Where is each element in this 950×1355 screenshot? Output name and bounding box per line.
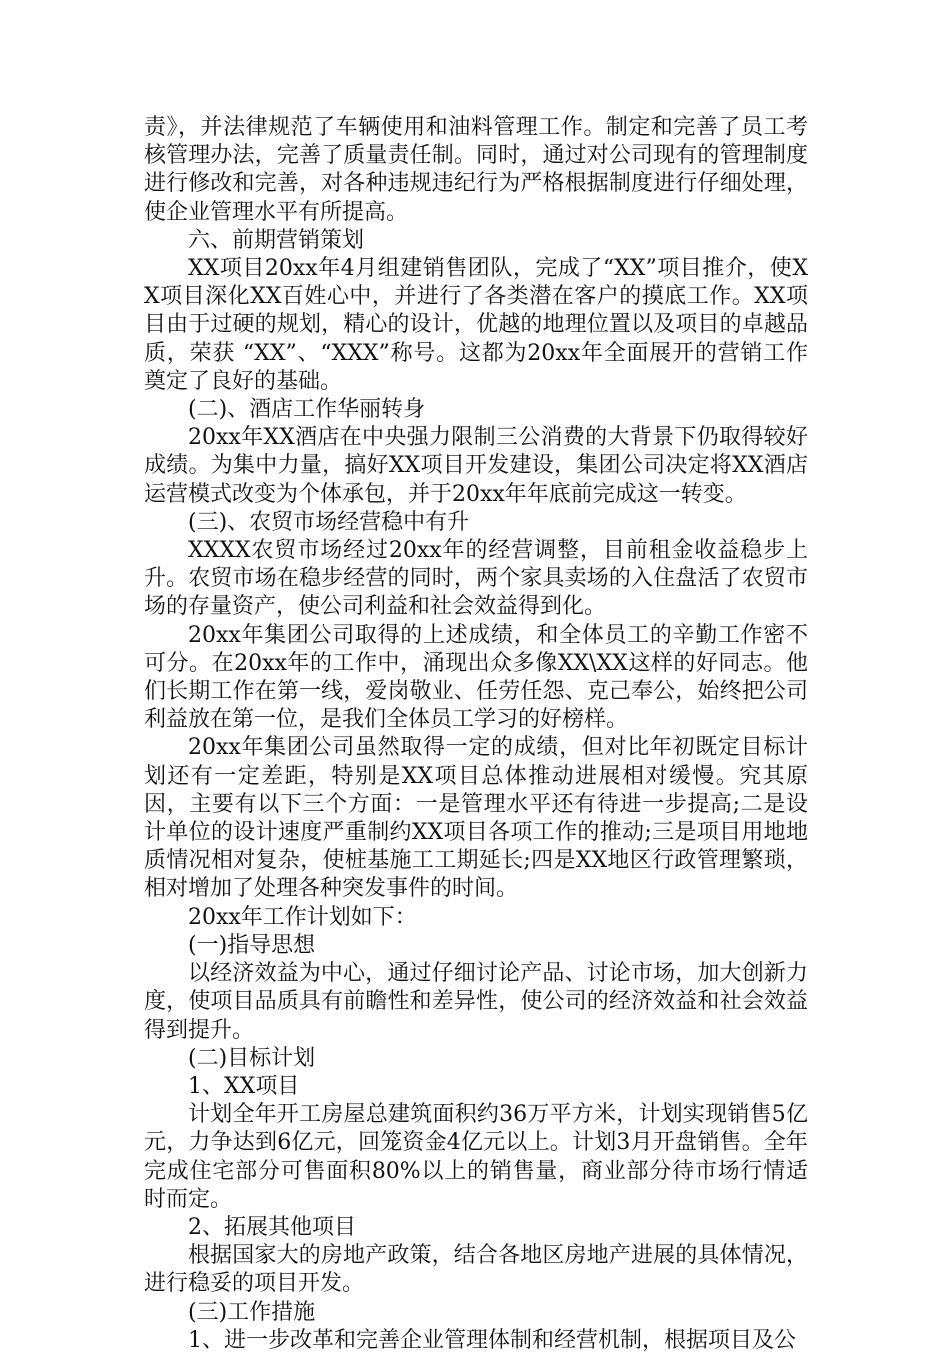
- heading-hotel: (二)、酒店工作华丽转身: [188, 397, 426, 423]
- paragraph-staff: 20xx年集团公司取得的上述成绩，和全体员工的辛勤工作密不可分。在20xx年的工作中，涌现出众多像XX\XX这样的好同志。他们长期工作在第一线，爱岗敬业、任劳任怨、克己奉公，始终把公司利益放在第一位，是我们全体员工学习的好榜样。: [144, 622, 808, 733]
- heading-target-plan: (二)目标计划: [188, 1045, 316, 1071]
- paragraph-measures: 1、进一步改革和完善企业管理体制和经营机制，根据项目及公: [188, 1327, 796, 1353]
- paragraph-other-projects: 根据国家大的房地产政策，结合各地区房地产进展的具体情况，进行稳妥的项目开发。: [144, 1243, 808, 1297]
- heading-other-projects: 2、拓展其他项目: [188, 1214, 356, 1240]
- document-page: [144, 114, 808, 1355]
- paragraph-marketing: XX项目20xx年4月组建销售团队，完成了“XX”项目推介，使XX项目深化XX百姓心中，并进行了各类潜在客户的摸底工作。XX项目由于过硬的规划，精心的设计，优越的地理位置以及项目的卓越品质，荣获 “XX”、“XXX”称号。这都为20xx年全面展开的营销工作奠定了良好的基础。: [144, 256, 808, 394]
- heading-project-xx: 1、XX项目: [188, 1073, 300, 1099]
- heading-market: (三)、农贸市场经营稳中有升: [188, 509, 470, 535]
- paragraph-hotel: 20xx年XX酒店在中央强力限制三公消费的大背景下仍取得较好成绩。为集中力量，搞好XX项目开发建设，集团公司决定将XX酒店运营模式改变为个体承包，并于20xx年年底前完成这一转变。: [144, 425, 808, 507]
- paragraph-market: XXXX农贸市场经过20xx年的经营调整，目前租金收益稳步上升。农贸市场在稳步经营的同时，两个家具卖场的入住盘活了农贸市场的存量资产，使公司利益和社会效益得到化。: [144, 538, 808, 620]
- heading-measures: (三)工作措施: [188, 1299, 316, 1325]
- heading-early-marketing: 六、前期营销策划: [188, 227, 365, 253]
- heading-work-plan: 20xx年工作计划如下：: [188, 904, 417, 930]
- paragraph-management-rules: 责》，并法律规范了车辆使用和油料管理工作。制定和完善了员工考核管理办法，完善了质量责任制。同时，通过对公司现有的管理制度进行修改和完善，对各种违规违纪行为严格根据制度进行仔细处理，使企业管理水平有所提高。: [144, 115, 808, 225]
- paragraph-gaps: 20xx年集团公司虽然取得一定的成绩，但对比年初既定目标计划还有一定差距，特别是XX项目总体推动进展相对缓慢。究其原因，主要有以下三个方面：一是管理水平还有待进一步提高;二是设计单位的设计速度严重制约XX项目各项工作的推动;三是项目用地地质情况相对复杂，使桩基施工工期延长;四是XX地区行政管理繁琐，相对增加了处理各种突发事件的时间。: [144, 735, 808, 902]
- paragraph-project-xx: 计划全年开工房屋总建筑面积约36万平方米，计划实现销售5亿元，力争达到6亿元，回笼资金4亿元以上。计划3月开盘销售。全年完成住宅部分可售面积80%以上的销售量，商业部分待市场行情适时而定。: [144, 1102, 808, 1212]
- heading-guiding-ideas: (一)指导思想: [188, 932, 316, 958]
- paragraph-guiding-ideas: 以经济效益为中心，通过仔细讨论产品、讨论市场，加大创新力度，使项目品质具有前瞻性和差异性，使公司的经济效益和社会效益得到提升。: [144, 961, 808, 1043]
